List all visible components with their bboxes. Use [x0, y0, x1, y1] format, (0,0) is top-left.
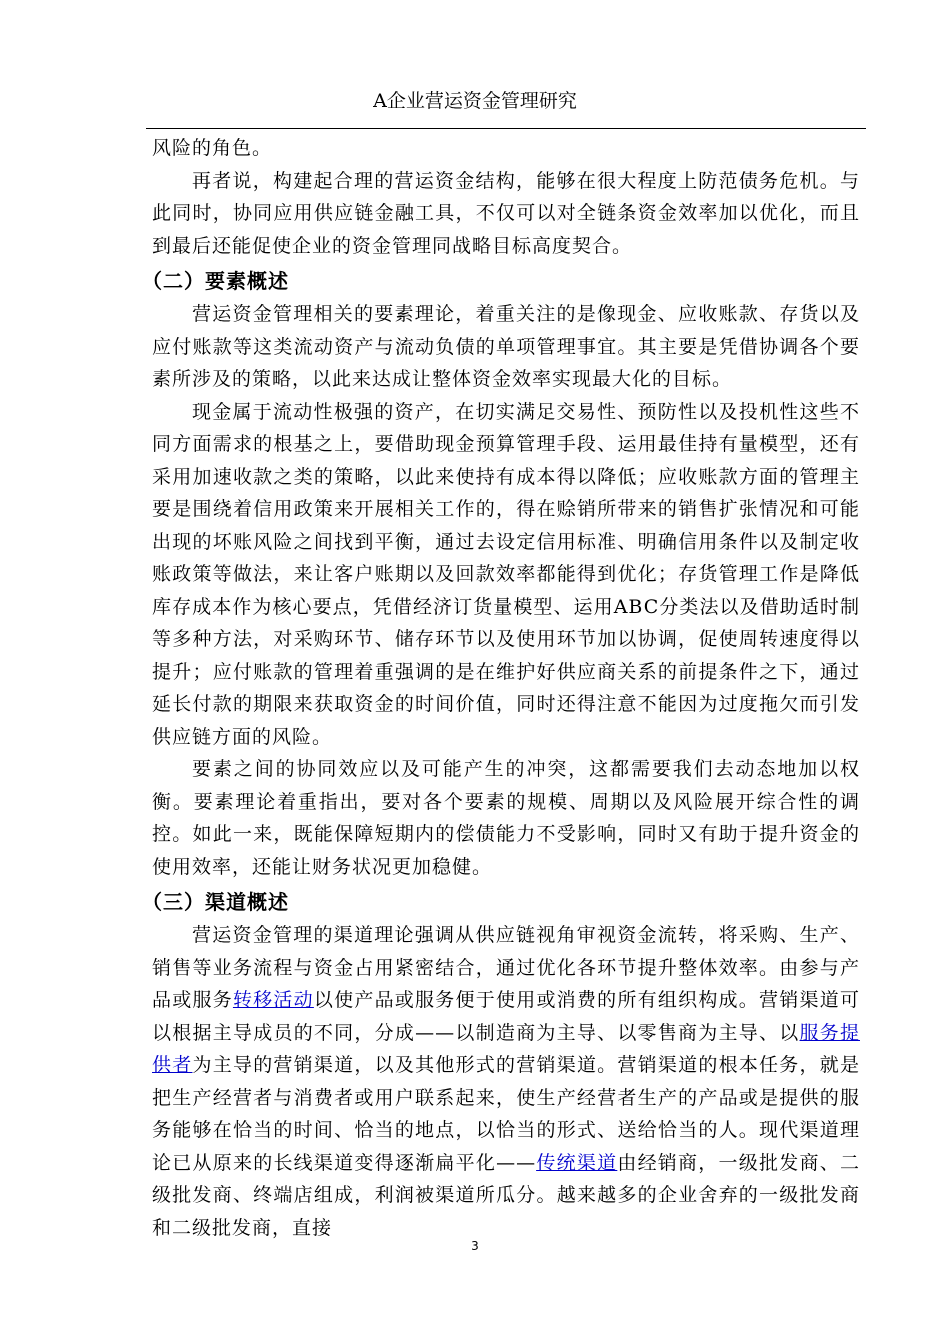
section-heading-channels: （三）渠道概述: [142, 890, 289, 914]
paragraph-elements-intro: 营运资金管理相关的要素理论，着重关注的是像现金、应收账款、存货以及应付账款等这类流动资产与流动负债的单项管理事宜。其主要是凭借协调各个要素所涉及的策略，以此来达成让整体资金效率实现最大化的目标。: [152, 303, 860, 390]
link-transfer-activity[interactable]: 转移活动: [232, 989, 314, 1011]
channels-text-part-3: 为主导的营销渠道，以及其他形式的营销渠道。营销渠道的根本任务，就是把生产经营者与消费者或用户联系起来，使生产经营者生产的产品或是提供的服务能够在恰当的时间、恰当的地点，以恰当的形式、送给恰当的人。现代渠道理论已从原来的长线渠道变得逐渐扁平化——: [152, 1054, 860, 1174]
paragraph-continued: 风险的角色。: [152, 137, 273, 159]
paragraph-structure: 再者说，构建起合理的营运资金结构，能够在很大程度上防范债务危机。与此同时，协同应用供应链金融工具，不仅可以对全链条资金效率加以优化，而且到最后还能促使企业的资金管理同战略目标高度契合。: [152, 169, 860, 257]
link-service-provider[interactable]: 服务提供者: [152, 1021, 860, 1076]
page-number: 3: [471, 1239, 479, 1253]
header-divider: [146, 128, 866, 129]
page-body: [142, 132, 860, 1244]
paragraph-elements-detail: 现金属于流动性极强的资产，在切实满足交易性、预防性以及投机性这些不同方面需求的根基之上，要借助现金预算管理手段、运用最佳持有量模型，还有采用加速收款之类的策略，以此来使持有成本得以降低；应收账款方面的管理主要是围绕着信用政策来开展相关工作的，得在赊销所带来的销售扩张情况和可能出现的坏账风险之间找到平衡，通过去设定信用标准、明确信用条件以及制定收账政策等做法，来让客户账期以及回款效率都能得到优化；存货管理工作是降低库存成本作为核心要点，凭借经济订货量模型、运用ABC分类法以及借助适时制等多种方法，对采购环节、储存环节以及使用环节加以协调，促使周转速度得以提升；应付账款的管理着重强调的是在维护好供应商关系的前提条件之下，通过延长付款的期限来获取资金的时间价值，同时还得注意不能因为过度拖欠而引发供应链方面的风险。: [152, 400, 860, 748]
channels-text-part-1: 营运资金管理的渠道理论强调从供应链视角审视资金流转，将采购、生产、销售等业务流程与资金占用紧密结合，通过优化各环节提升整体效率。由参与产品或服务: [152, 924, 860, 1011]
section-heading-elements: （二）要素概述: [142, 269, 289, 293]
paragraph-channels: [152, 919, 860, 1244]
paragraph-elements-synergy: 要素之间的协同效应以及可能产生的冲突，这都需要我们去动态地加以权衡。要素理论着重指出，要对各个要素的规模、周期以及风险展开综合性的调控。如此一来，既能保障短期内的偿债能力不受影响，同时又有助于提升资金的使用效率，还能让财务状况更加稳健。: [152, 758, 860, 878]
channels-text-part-4: 由经销商，一级批发商、二级批发商、终端店组成，利润被渠道所瓜分。越来越多的企业舍弃的一级批发商和二级批发商，直接: [152, 1151, 860, 1239]
channels-text-part-2: 以使产品或服务便于使用或消费的所有组织构成。营销渠道可以根据主导成员的不同，分成——以制造商为主导、以零售商为主导、以: [152, 989, 860, 1044]
link-traditional-channel[interactable]: 传统渠道: [536, 1151, 618, 1174]
running-header-title: A企业营运资金管理研究: [373, 90, 577, 112]
